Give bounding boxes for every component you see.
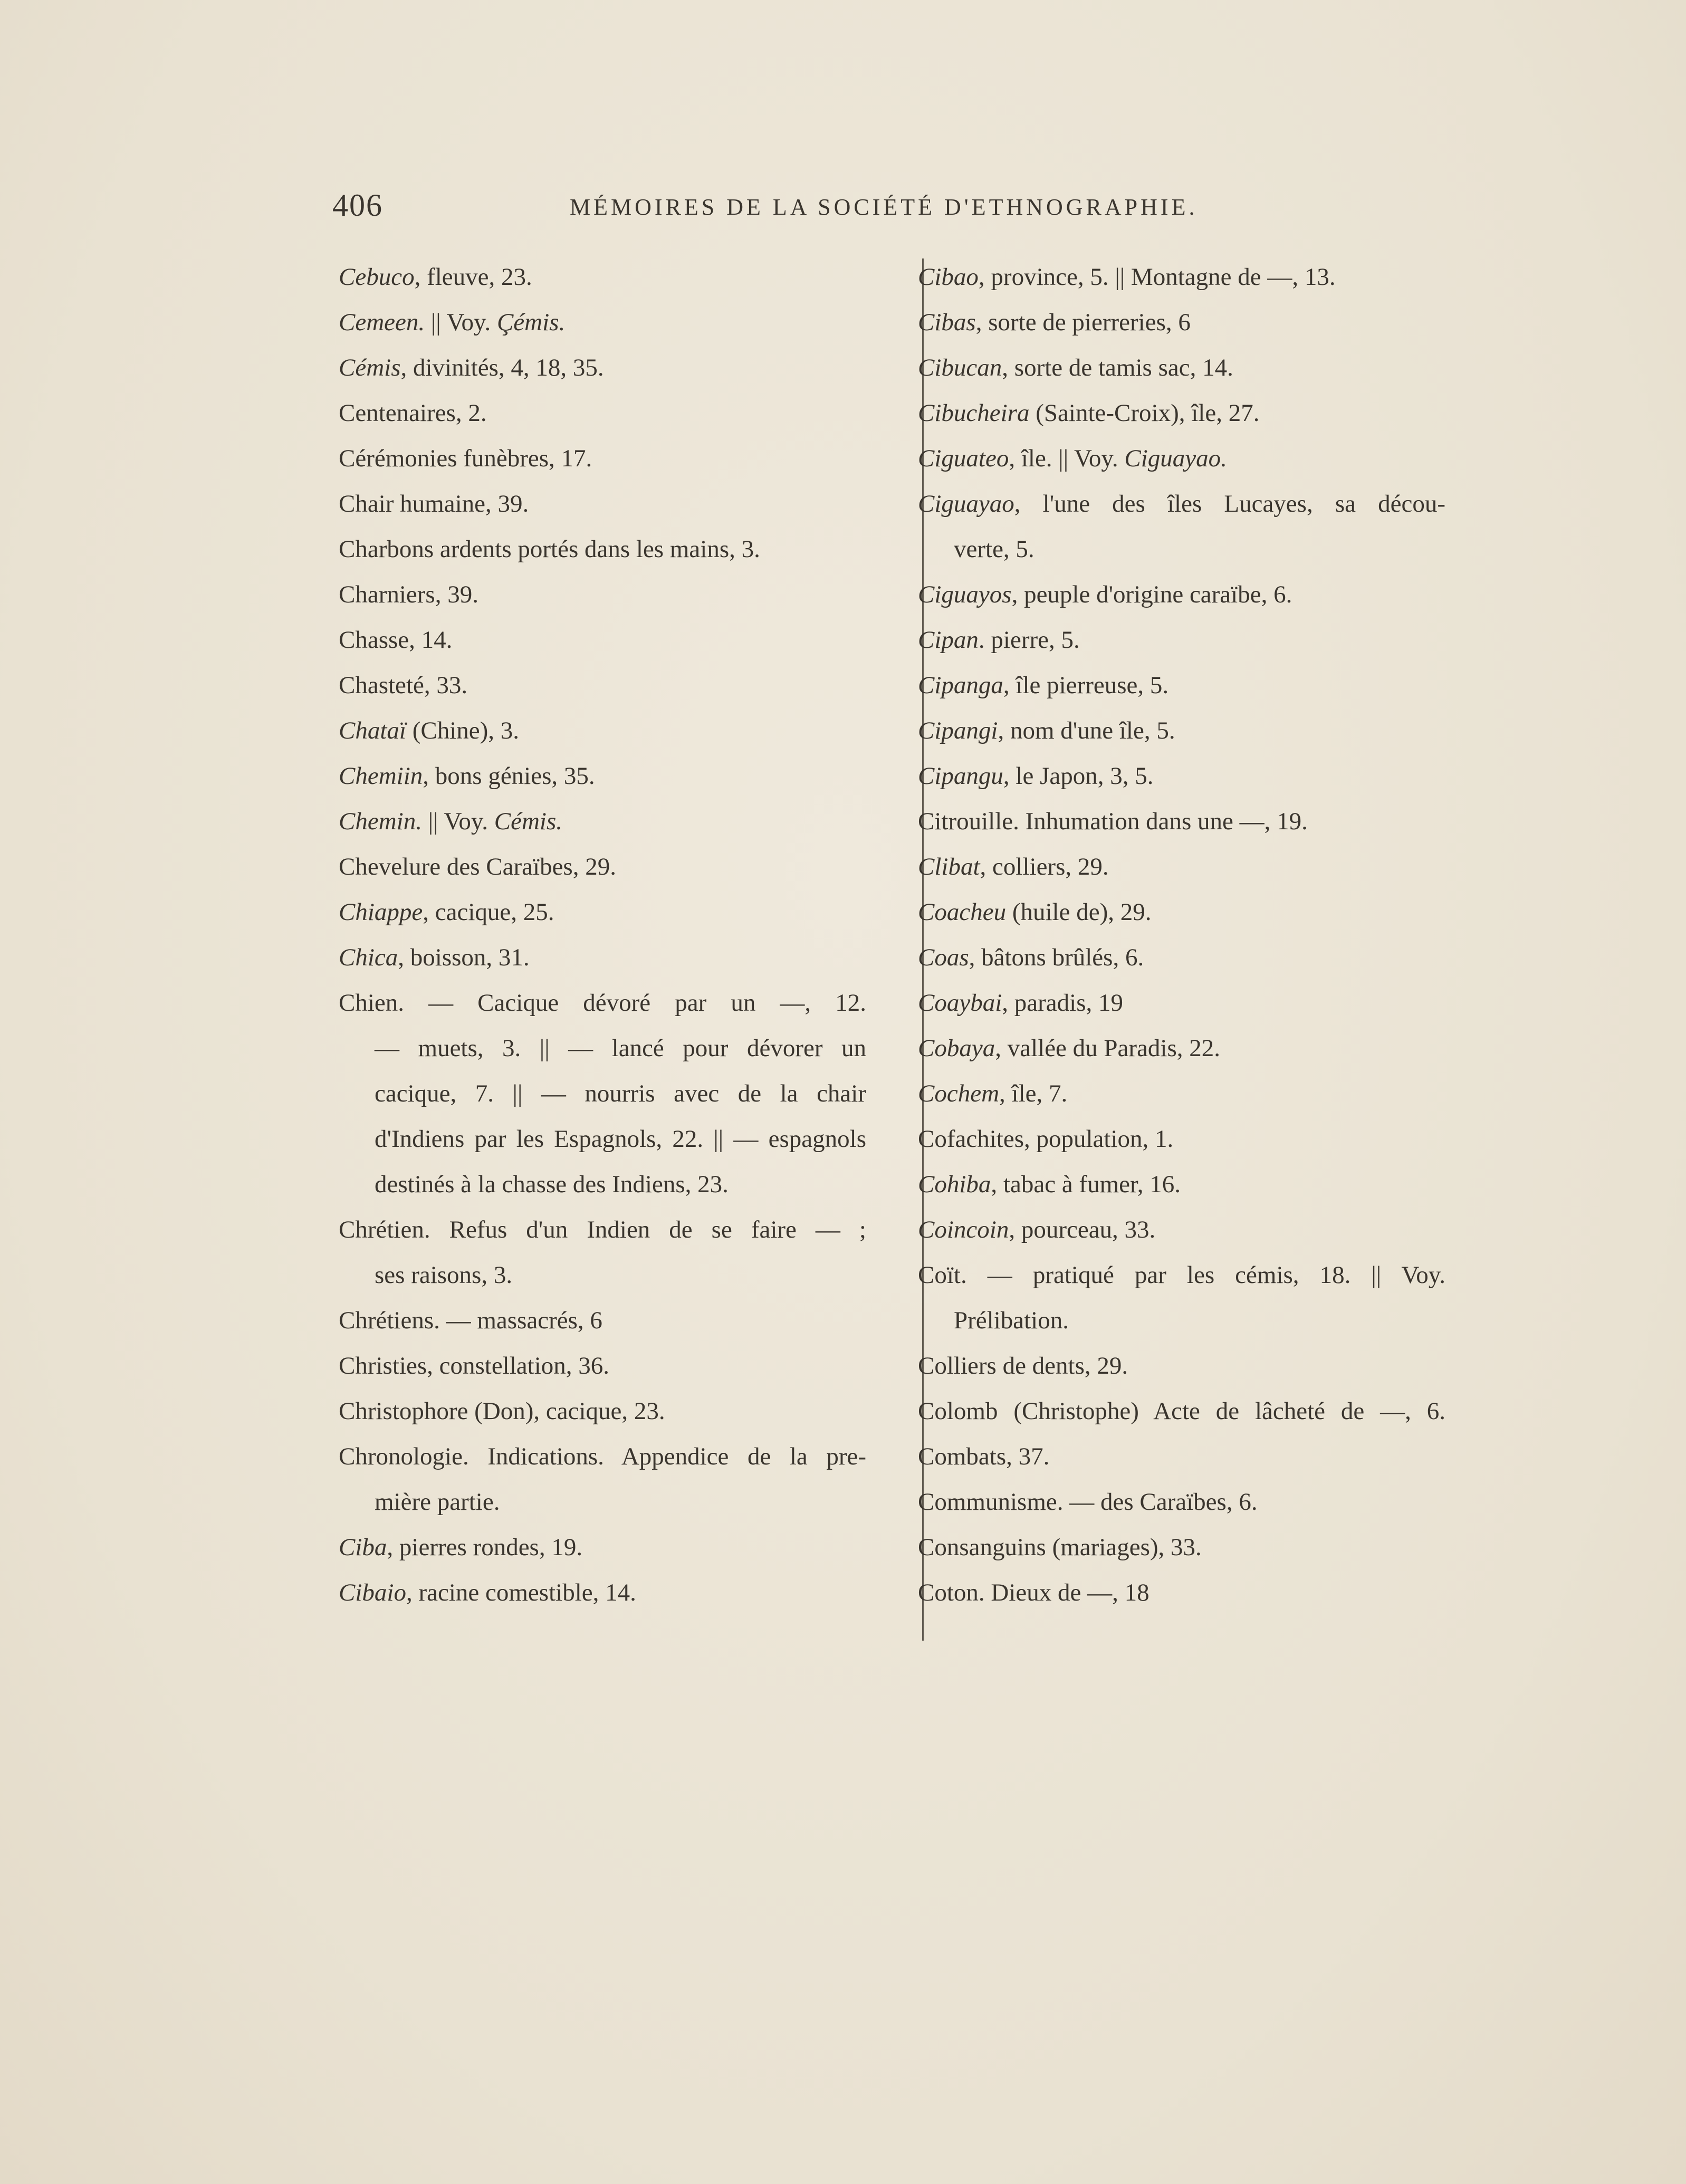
entry-text: Christophore (Don), cacique, 23.: [339, 1397, 665, 1425]
entry-headword: Coincoin: [918, 1216, 1009, 1243]
entry-headword: Chemiin: [339, 762, 423, 790]
entry-text: Chrétien. Refus d'un Indien de se faire — ;: [339, 1216, 866, 1243]
index-entry: [918, 1479, 1461, 1525]
entry-text: Colomb (Christophe) Acte de lâcheté de —, 6.: [918, 1397, 1445, 1425]
index-entry: [918, 481, 1445, 526]
entry-text: , divinités, 4, 18, 35.: [400, 354, 604, 381]
entry-text: Citrouille. Inhumation dans une —, 19.: [918, 808, 1308, 835]
entry-text: mière partie.: [375, 1488, 500, 1516]
entry-text: Charniers, 39.: [339, 581, 478, 608]
index-entry: [918, 345, 1461, 390]
entry-text: , colliers, 29.: [980, 853, 1109, 880]
index-entry: [918, 1388, 1445, 1434]
entry-text: , cacique, 25.: [423, 898, 554, 926]
entry-text: ses raisons, 3.: [375, 1261, 513, 1289]
entry-text: Consanguins (mariages), 33.: [918, 1534, 1202, 1561]
entry-text: (huile de), 29.: [1006, 898, 1152, 926]
index-entry-continuation: [339, 1162, 898, 1207]
entry-headword: Clibat: [918, 853, 980, 880]
index-entry: [339, 1570, 898, 1615]
entry-text: , paradis, 19: [1002, 989, 1124, 1017]
index-entry: [339, 980, 866, 1026]
entry-text: , île. || Voy.: [1009, 445, 1125, 472]
running-title: MÉMOIRES DE LA SOCIÉTÉ D'ETHNOGRAPHIE.: [570, 194, 1198, 220]
entry-text: , fleuve, 23.: [414, 263, 532, 291]
entry-headword: Chiappe: [339, 898, 423, 926]
index-entry-continuation: [339, 1071, 866, 1116]
entry-headword: Cémis: [339, 354, 401, 381]
index-entry: [339, 254, 898, 300]
index-entry: [339, 708, 898, 753]
index-entry: [918, 1026, 1461, 1071]
entry-text: , île, 7.: [999, 1080, 1068, 1107]
index-entry: [339, 300, 898, 345]
entry-text: Colliers de dents, 29.: [918, 1352, 1128, 1380]
index-entry: [339, 1343, 898, 1388]
entry-headword: Chataï: [339, 717, 406, 744]
entry-text: — muets, 3. || — lancé pour dévorer un: [375, 1034, 866, 1062]
entry-cross-reference: Ciguayao.: [1124, 445, 1227, 472]
entry-text: , nom d'une île, 5.: [998, 717, 1175, 744]
entry-text: Chronologie. Indications. Appendice de la pre-: [339, 1443, 866, 1470]
entry-text: , pourceau, 33.: [1009, 1216, 1156, 1243]
entry-headword: Cipangi: [918, 717, 998, 744]
entry-text: verte, 5.: [954, 535, 1034, 563]
index-entry: [918, 844, 1461, 889]
index-entry: [339, 345, 898, 390]
entry-text: , sorte de pierreries, 6: [975, 309, 1191, 336]
entry-text: Cofachites, population, 1.: [918, 1125, 1174, 1153]
index-column-left: [339, 254, 898, 1615]
entry-text: , vallée du Paradis, 22.: [995, 1034, 1221, 1062]
entry-text: Chasteté, 33.: [339, 672, 468, 699]
index-entry: [339, 617, 898, 663]
entry-headword: Ciguayos: [918, 581, 1012, 608]
entry-headword: Cibucan: [918, 354, 1002, 381]
index-entry-continuation: [339, 1116, 866, 1162]
index-entry: [918, 1116, 1461, 1162]
entry-headword: Ciguayao: [918, 490, 1014, 518]
entry-text: Chrétiens. — massacrés, 6: [339, 1307, 602, 1334]
index-entry: [339, 663, 898, 708]
index-entry: [918, 1570, 1461, 1615]
entry-headword: Chemin.: [339, 808, 422, 835]
index-entry: [918, 254, 1461, 300]
entry-headword: Cobaya: [918, 1034, 995, 1062]
entry-text: Cérémonies funèbres, 17.: [339, 445, 592, 472]
page-header: [332, 187, 1456, 229]
index-entry: [339, 753, 898, 799]
index-entry-continuation: [918, 526, 1461, 572]
entry-text: , pierres rondes, 19.: [387, 1534, 583, 1561]
entry-headword: Coacheu: [918, 898, 1007, 926]
entry-cross-reference: Çémis.: [496, 309, 566, 336]
entry-headword: Cemeen.: [339, 309, 425, 336]
entry-text: || Voy.: [425, 309, 497, 336]
index-entry: [918, 436, 1461, 481]
entry-text: , tabac à fumer, 16.: [991, 1171, 1181, 1198]
entry-cross-reference: Cémis.: [494, 808, 563, 835]
index-entry: [339, 390, 898, 436]
entry-text: , province, 5. || Montagne de —, 13.: [978, 263, 1336, 291]
entry-text: , peuple d'origine caraïbe, 6.: [1011, 581, 1292, 608]
entry-text: Chair humaine, 39.: [339, 490, 529, 518]
entry-headword: Cibas: [918, 309, 976, 336]
index-entry: [918, 1525, 1461, 1570]
entry-text: Chasse, 14.: [339, 626, 453, 654]
index-entry: [918, 663, 1461, 708]
entry-headword: Coas: [918, 944, 969, 971]
index-entry: [918, 889, 1461, 935]
index-entry: [918, 980, 1461, 1026]
entry-text: Charbons ardents portés dans les mains, 3.: [339, 535, 760, 563]
index-entry-continuation: [918, 1298, 1461, 1343]
index-entry: [339, 844, 898, 889]
index-entry: [339, 1434, 866, 1479]
entry-headword: Cebuco: [339, 263, 415, 291]
index-entry: [339, 1207, 866, 1252]
entry-text: Communisme. — des Caraïbes, 6.: [918, 1488, 1258, 1516]
entry-headword: Cochem: [918, 1080, 1000, 1107]
entry-text: , bons génies, 35.: [423, 762, 595, 790]
entry-text: , l'une des îles Lucayes, sa décou-: [1014, 490, 1445, 518]
entry-text: Prélibation.: [954, 1307, 1069, 1334]
entry-text: Coït. — pratiqué par les cémis, 18. || Voy.: [918, 1261, 1445, 1289]
entry-headword: Cipan: [918, 626, 979, 654]
index-entry: [339, 1388, 898, 1434]
index-entry: [918, 300, 1461, 345]
index-entry: [918, 708, 1461, 753]
entry-headword: Cibao: [918, 263, 979, 291]
index-entry: [918, 753, 1461, 799]
index-entry: [918, 390, 1461, 436]
index-entry: [918, 1207, 1461, 1252]
entry-text: , boisson, 31.: [398, 944, 530, 971]
index-entry: [918, 1162, 1461, 1207]
entry-text: Chien. — Cacique dévoré par un —, 12.: [339, 989, 866, 1017]
index-entry-continuation: [339, 1479, 898, 1525]
entry-text: cacique, 7. || — nourris avec de la chair: [375, 1080, 866, 1107]
page-number: 406: [332, 188, 383, 223]
index-entry-continuation: [339, 1026, 866, 1071]
index-entry: [339, 1525, 898, 1570]
entry-text: , racine comestible, 14.: [406, 1579, 636, 1606]
entry-headword: Chica: [339, 944, 398, 971]
entry-text: , bâtons brûlés, 6.: [969, 944, 1144, 971]
index-column-right: [918, 254, 1461, 1615]
entry-text: , le Japon, 3, 5.: [1003, 762, 1154, 790]
entry-headword: Cipangu: [918, 762, 1003, 790]
entry-text: Coton. Dieux de —, 18: [918, 1579, 1149, 1606]
index-entry: [918, 617, 1461, 663]
entry-headword: Cibucheira: [918, 399, 1030, 427]
entry-headword: Cohiba: [918, 1171, 991, 1198]
entry-text: Chevelure des Caraïbes, 29.: [339, 853, 616, 880]
index-entry: [918, 1343, 1461, 1388]
index-entry: [339, 436, 898, 481]
entry-headword: Ciba: [339, 1534, 387, 1561]
entry-text: (Chine), 3.: [406, 717, 520, 744]
index-entry: [918, 1252, 1445, 1298]
index-entry: [918, 1071, 1461, 1116]
index-entry-continuation: [339, 1252, 898, 1298]
entry-text: , île pierreuse, 5.: [1003, 672, 1169, 699]
index-entry: [918, 935, 1461, 980]
entry-text: Christies, constellation, 36.: [339, 1352, 610, 1380]
index-entry: [918, 799, 1461, 844]
entry-headword: Coaybai: [918, 989, 1002, 1017]
index-entry: [339, 799, 898, 844]
entry-text: || Voy.: [422, 808, 494, 835]
index-entry: [339, 1298, 898, 1343]
index-entry: [918, 572, 1461, 617]
entry-headword: Ciguateo: [918, 445, 1009, 472]
entry-text: d'Indiens par les Espagnols, 22. || — espagnols: [375, 1125, 866, 1153]
index-entry: [339, 481, 898, 526]
entry-text: destinés à la chasse des Indiens, 23.: [375, 1171, 729, 1198]
entry-text: Combats, 37.: [918, 1443, 1050, 1470]
index-entry: [339, 935, 898, 980]
entry-text: (Sainte-Croix), île, 27.: [1029, 399, 1260, 427]
entry-text: , sorte de tamis sac, 14.: [1002, 354, 1233, 381]
entry-text: Centenaires, 2.: [339, 399, 487, 427]
index-entry: [339, 572, 898, 617]
index-entry: [339, 526, 898, 572]
entry-text: . pierre, 5.: [978, 626, 1080, 654]
entry-headword: Cibaio: [339, 1579, 406, 1606]
entry-headword: Cipanga: [918, 672, 1003, 699]
index-entry: [339, 889, 898, 935]
index-entry: [918, 1434, 1461, 1479]
